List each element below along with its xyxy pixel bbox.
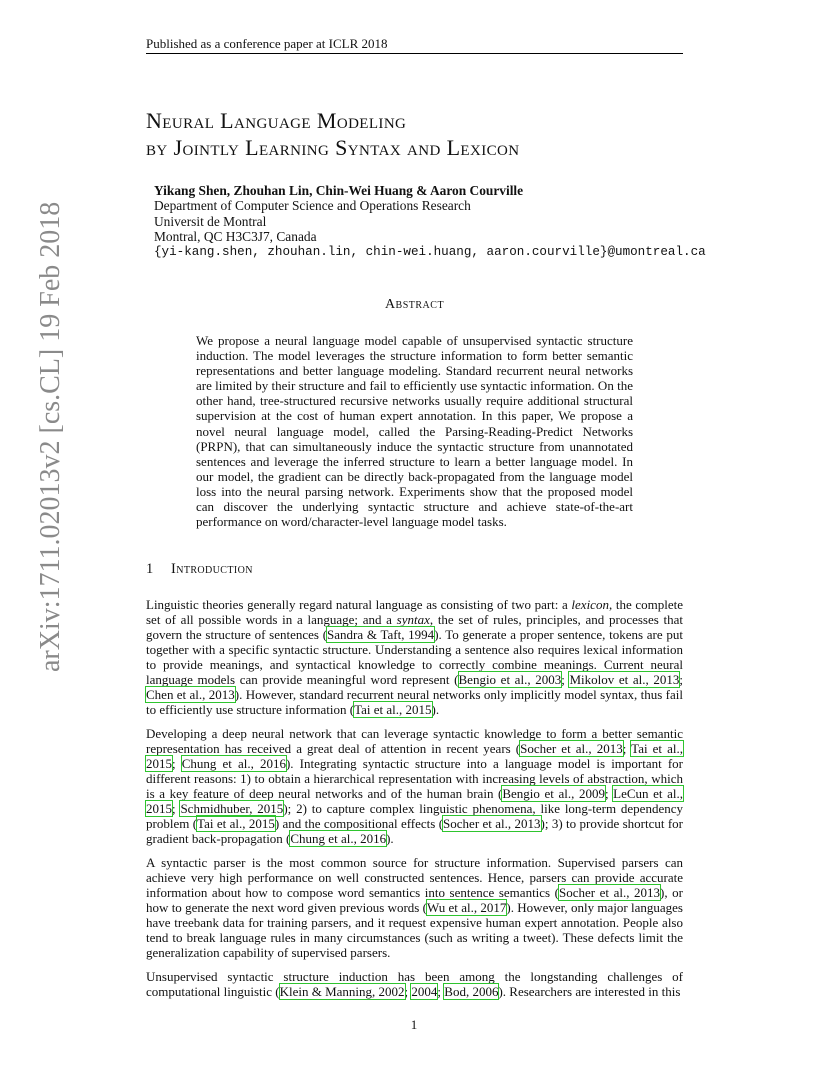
text-run: ). Researchers are interested in this	[498, 984, 681, 999]
text-run: Linguistic theories generally regard natural language as consisting of two part: a	[146, 597, 572, 612]
section-body	[146, 597, 683, 1008]
citation-link[interactable]: Socher et al., 2013	[443, 816, 541, 831]
text-run: ). To generate a proper sentence, tokens are put together with a specific syntactic structure. Understanding a sentence also requires lexical information to provide meanings, and syntactical knowledge to correctly combine meanings. Current neural language models can provide meaningful word represent (	[146, 627, 683, 687]
text-run: ).	[431, 702, 440, 717]
text-run: ), or how to generate the next word given previous words (	[146, 885, 683, 915]
citation-link[interactable]: Bengio et al., 2003	[458, 672, 562, 687]
citation-link[interactable]: Bengio et al., 2009	[502, 786, 605, 801]
text-run: ;	[679, 672, 683, 687]
header-rule	[146, 53, 683, 54]
citation-link[interactable]: Bod, 2006	[444, 984, 499, 999]
text-run: Developing a deep neural network that can leverage syntactic knowledge to form a better semantic representation has received a great deal of attention in recent years (	[146, 726, 683, 756]
paragraph-4	[146, 969, 683, 999]
citation-link[interactable]: Sandra & Taft, 1994	[327, 627, 435, 642]
paragraph-1	[146, 597, 683, 717]
affiliation-line-2: Universit de Montral	[154, 213, 267, 229]
paragraph-2	[146, 726, 683, 846]
citation-link[interactable]: Schmidhuber, 2015	[180, 801, 284, 816]
citation-link[interactable]: LeCun et al., 2015	[146, 786, 683, 816]
text-run: , the complete set of all possible words in a language; and a	[146, 597, 683, 627]
text-run: ) and the compositional effects (	[274, 816, 444, 831]
text-run: ;	[404, 984, 412, 999]
text-run: A syntactic parser is the most common source for structure information. Supervised parsers can achieve very high performance on well constructed sentences. Hence, parsers can provide accurate information about how to compose word semantics into sentence semantics (	[146, 855, 683, 900]
section-title: Introduction	[171, 561, 253, 577]
running-header: Published as a conference paper at ICLR 2018	[146, 36, 388, 51]
text-run: ;	[622, 741, 632, 756]
citation-link[interactable]: Socher et al., 2013	[559, 885, 661, 900]
citation-link[interactable]: Tai et al., 2015	[197, 816, 275, 831]
abstract-text: We propose a neural language model capable of unsupervised syntactic structure induction. The model leverages the structure information to form better semantic representations and better language modeling. Standard recurrent neural networks are limited by their structure and fail to efficiently use syntactic information. On the other hand, tree-structured recursive networks usually require additional structural supervision at the cost of human expert annotation. In this paper, We propose a novel neural language model, called the Parsing-Reading-Predict Networks (PRPN), that can simultaneously induce the syntactic structure from unannotated sentences and leverage the inferred structure to learn a better language model. In our model, the gradient can be directly back-propagated from the language model loss into the neural parsing network. Experiments show that the proposed model can discover the underlying syntactic structure and achieve state-of-the-art performance on word/character-level language model tasks.	[196, 333, 633, 530]
text-run: ); 3) to provide shortcut for gradient back-propagation (	[146, 816, 683, 846]
citation-link[interactable]: Tai et al., 2015	[354, 702, 432, 717]
text-run: ). However, standard recurrent neural networks only implicitly model syntax, thus fail to efficiently use structure information (	[146, 687, 683, 717]
author-block	[154, 183, 706, 260]
affiliation-line-3: Montral, QC H3C3J7, Canada	[154, 229, 317, 245]
citation-link[interactable]: Chen et al., 2013	[146, 687, 235, 702]
text-run: ;	[172, 756, 182, 771]
paragraph-3	[146, 855, 683, 960]
page-number: 1	[410, 1017, 418, 1032]
paper-title	[146, 107, 519, 161]
text-run: ). Integrating syntactic structure into a language model is important for different reasons: 1) to obtain a hierarchical representation with increasing levels of abstraction, which is a key feature of deep neural networks and of the human brain (	[146, 756, 683, 801]
citation-link[interactable]: Mikolov et al., 2013	[569, 672, 680, 687]
author-names: Yikang Shen, Zhouhan Lin, Chin-Wei Huang & Aaron Courville	[154, 183, 524, 198]
text-run: ); 2) to capture complex linguistic phenomena, like long-term dependency problem (	[146, 801, 683, 831]
citation-link[interactable]: Chung et al., 2016	[290, 831, 387, 846]
text-run: ). However, only major languages have treebank data for training parsers, and it request expensive human expert annotation. People also tend to break language rules in many circumstances (such as writing a tweet). These defects limit the generalization capability of supervised parsers.	[146, 900, 683, 960]
emphasis-lexicon: lexicon	[571, 597, 609, 612]
text-run: ;	[604, 786, 614, 801]
citation-link[interactable]: Klein & Manning, 2002	[279, 984, 405, 999]
author-emails: {yi-kang.shen, zhouhan.lin, chin-wei.huang, aaron.courville}@umontreal.ca	[154, 244, 706, 259]
abstract-heading: Abstract	[384, 297, 445, 312]
citation-link[interactable]: 2004	[411, 984, 438, 999]
affiliation-line-1: Department of Computer Science and Operations Research	[154, 198, 471, 214]
emphasis-syntax: syntax	[396, 612, 430, 627]
title-line-2: by Jointly Learning Syntax and Lexicon	[146, 135, 520, 160]
citation-link[interactable]: Tai et al., 2015	[146, 741, 683, 771]
text-run: ;	[437, 984, 445, 999]
citation-link[interactable]: Chung et al., 2016	[181, 756, 286, 771]
section-number: 1	[146, 561, 154, 577]
text-run: ;	[172, 801, 181, 816]
section-heading	[146, 561, 253, 578]
citation-link[interactable]: Socher et al., 2013	[520, 741, 623, 756]
title-line-1: Neural Language Modeling	[146, 108, 407, 133]
text-run: ).	[386, 831, 394, 846]
text-run: , the set of rules, principles, and processes that govern the structure of sentences (	[146, 612, 683, 642]
citation-link[interactable]: Wu et al., 2017	[426, 900, 507, 915]
text-run: Unsupervised syntactic structure induction has been among the longstanding challenges of computational linguistic (	[146, 969, 683, 999]
arxiv-identifier: arXiv:1711.02013v2 [cs.CL] 19 Feb 2018	[35, 201, 66, 672]
text-run: ;	[561, 672, 570, 687]
